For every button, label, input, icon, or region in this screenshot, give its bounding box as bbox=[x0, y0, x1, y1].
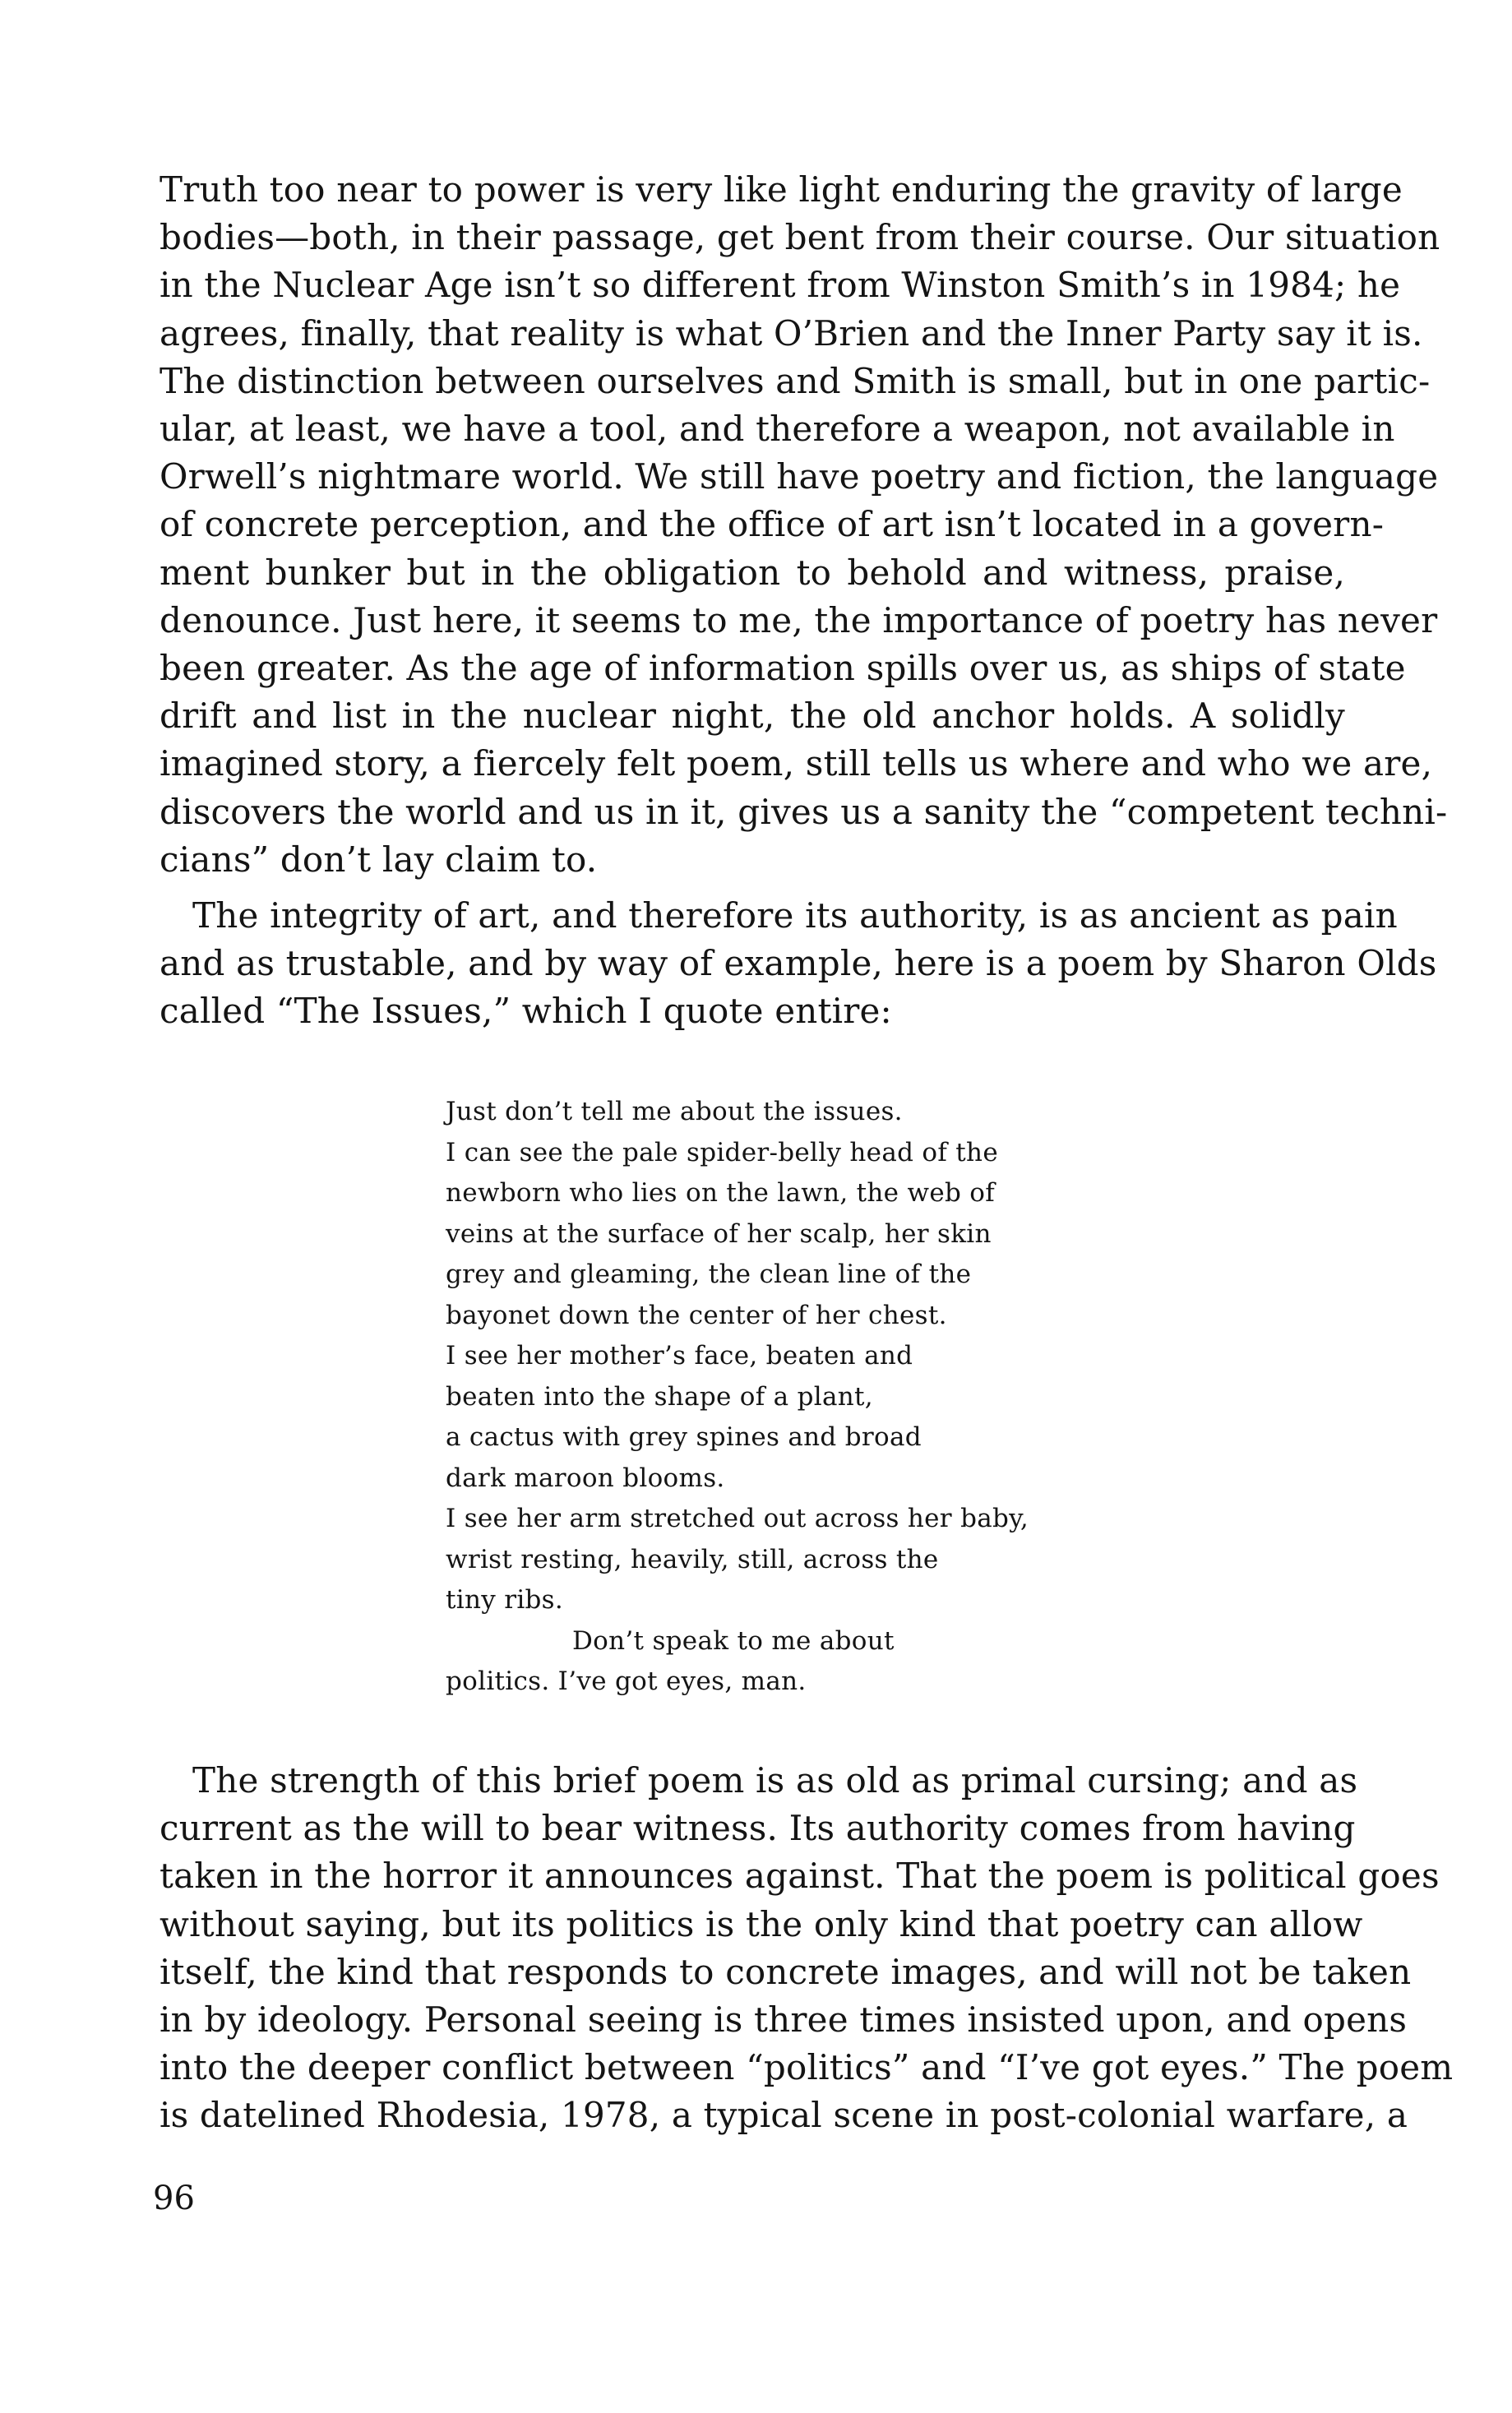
text-line: denounce. Just here, it seems to me, the importance of poetry has never bbox=[160, 599, 1438, 640]
text-line: Truth too near to power is very like light enduring the gravity of large bbox=[160, 169, 1403, 210]
text-line: ular, at least, we have a tool, and therefore a weapon, not available in bbox=[160, 409, 1395, 450]
text-line: of concrete perception, and the office of art isn’t located in a govern- bbox=[160, 504, 1385, 545]
poem-line: newborn who lies on the lawn, the web of bbox=[446, 1178, 995, 1208]
poem-line: I see her arm stretched out across her baby, bbox=[446, 1504, 1029, 1533]
text-line: itself, the kind that responds to concrete images, and will not be taken bbox=[160, 1951, 1412, 1992]
poem-line: grey and gleaming, the clean line of the bbox=[446, 1260, 972, 1289]
paragraph-truth-and-power bbox=[160, 166, 1448, 884]
poem-line: I can see the pale spider-belly head of the bbox=[446, 1137, 998, 1167]
text-line: and as trustable, and by way of example, here is a poem by Sharon Olds bbox=[160, 943, 1437, 984]
poem-line: a cactus with grey spines and broad bbox=[446, 1422, 922, 1452]
poem-line: bayonet down the center of her chest. bbox=[446, 1300, 947, 1330]
text-line: into the deeper conflict between “politics” and “I’ve got eyes.” The poem bbox=[160, 2047, 1454, 2088]
text-line: agrees, finally, that reality is what O’Brien and the Inner Party say it is. bbox=[160, 312, 1423, 354]
text-line: discovers the world and us in it, gives us a sanity the “competent techni- bbox=[160, 791, 1448, 832]
poem-line: I see her mother’s face, beaten and bbox=[446, 1341, 913, 1371]
poem-line: politics. I’ve got eyes, man. bbox=[446, 1666, 807, 1696]
text-line: without saying, but its politics is the only kind that poetry can allow bbox=[160, 1903, 1363, 1944]
text-line: ment bunker but in the obligation to behold and witness, praise, bbox=[160, 552, 1345, 593]
poem-line: dark maroon blooms. bbox=[446, 1463, 725, 1493]
text-line: in the Nuclear Age isn’t so different from Winston Smith’s in 1984; he bbox=[160, 265, 1401, 306]
paragraph-integrity-of-art bbox=[160, 892, 1437, 1036]
poem-line: beaten into the shape of a plant, bbox=[446, 1381, 873, 1412]
poem-line: veins at the surface of her scalp, her skin bbox=[446, 1218, 992, 1249]
text-line: current as the will to bear witness. Its authority comes from having bbox=[160, 1808, 1356, 1849]
text-line: Orwell’s nightmare world. We still have poetry and fiction, the language bbox=[160, 456, 1439, 497]
text-line: cians” don’t lay claim to. bbox=[160, 839, 598, 880]
poem-the-issues bbox=[446, 1092, 1103, 1703]
poem-line: Don’t speak to me about bbox=[572, 1625, 895, 1656]
text-line: The integrity of art, and therefore its authority, is as ancient as pain bbox=[192, 895, 1398, 936]
text-line: imagined story, a fiercely felt poem, still tells us where and who we are, bbox=[160, 743, 1433, 784]
text-line: called “The Issues,” which I quote entire: bbox=[160, 991, 892, 1032]
text-line: The distinction between ourselves and Smith is small, but in one partic- bbox=[160, 360, 1431, 401]
text-line: taken in the horror it announces against. That the poem is political goes bbox=[160, 1856, 1440, 1897]
text-line: The strength of this brief poem is as old as primal cursing; and as bbox=[192, 1760, 1358, 1801]
text-line: is datelined Rhodesia, 1978, a typical scene in post-colonial warfare, a bbox=[160, 2095, 1408, 2136]
text-line: been greater. As the age of information spills over us, as ships of state bbox=[160, 648, 1406, 689]
poem-line: tiny ribs. bbox=[446, 1585, 564, 1615]
paragraph-strength-of-poem bbox=[160, 1757, 1454, 2140]
poem-line: wrist resting, heavily, still, across the bbox=[446, 1544, 939, 1574]
page-number: 96 bbox=[153, 2180, 195, 2217]
text-line: in by ideology. Personal seeing is three times insisted upon, and opens bbox=[160, 1999, 1408, 2041]
poem-line: Just don’t tell me about the issues. bbox=[446, 1097, 903, 1126]
text-line: bodies—both, in their passage, get bent from their course. Our situation bbox=[160, 217, 1440, 258]
text-line: drift and list in the nuclear night, the old anchor holds. A solidly bbox=[160, 696, 1345, 737]
